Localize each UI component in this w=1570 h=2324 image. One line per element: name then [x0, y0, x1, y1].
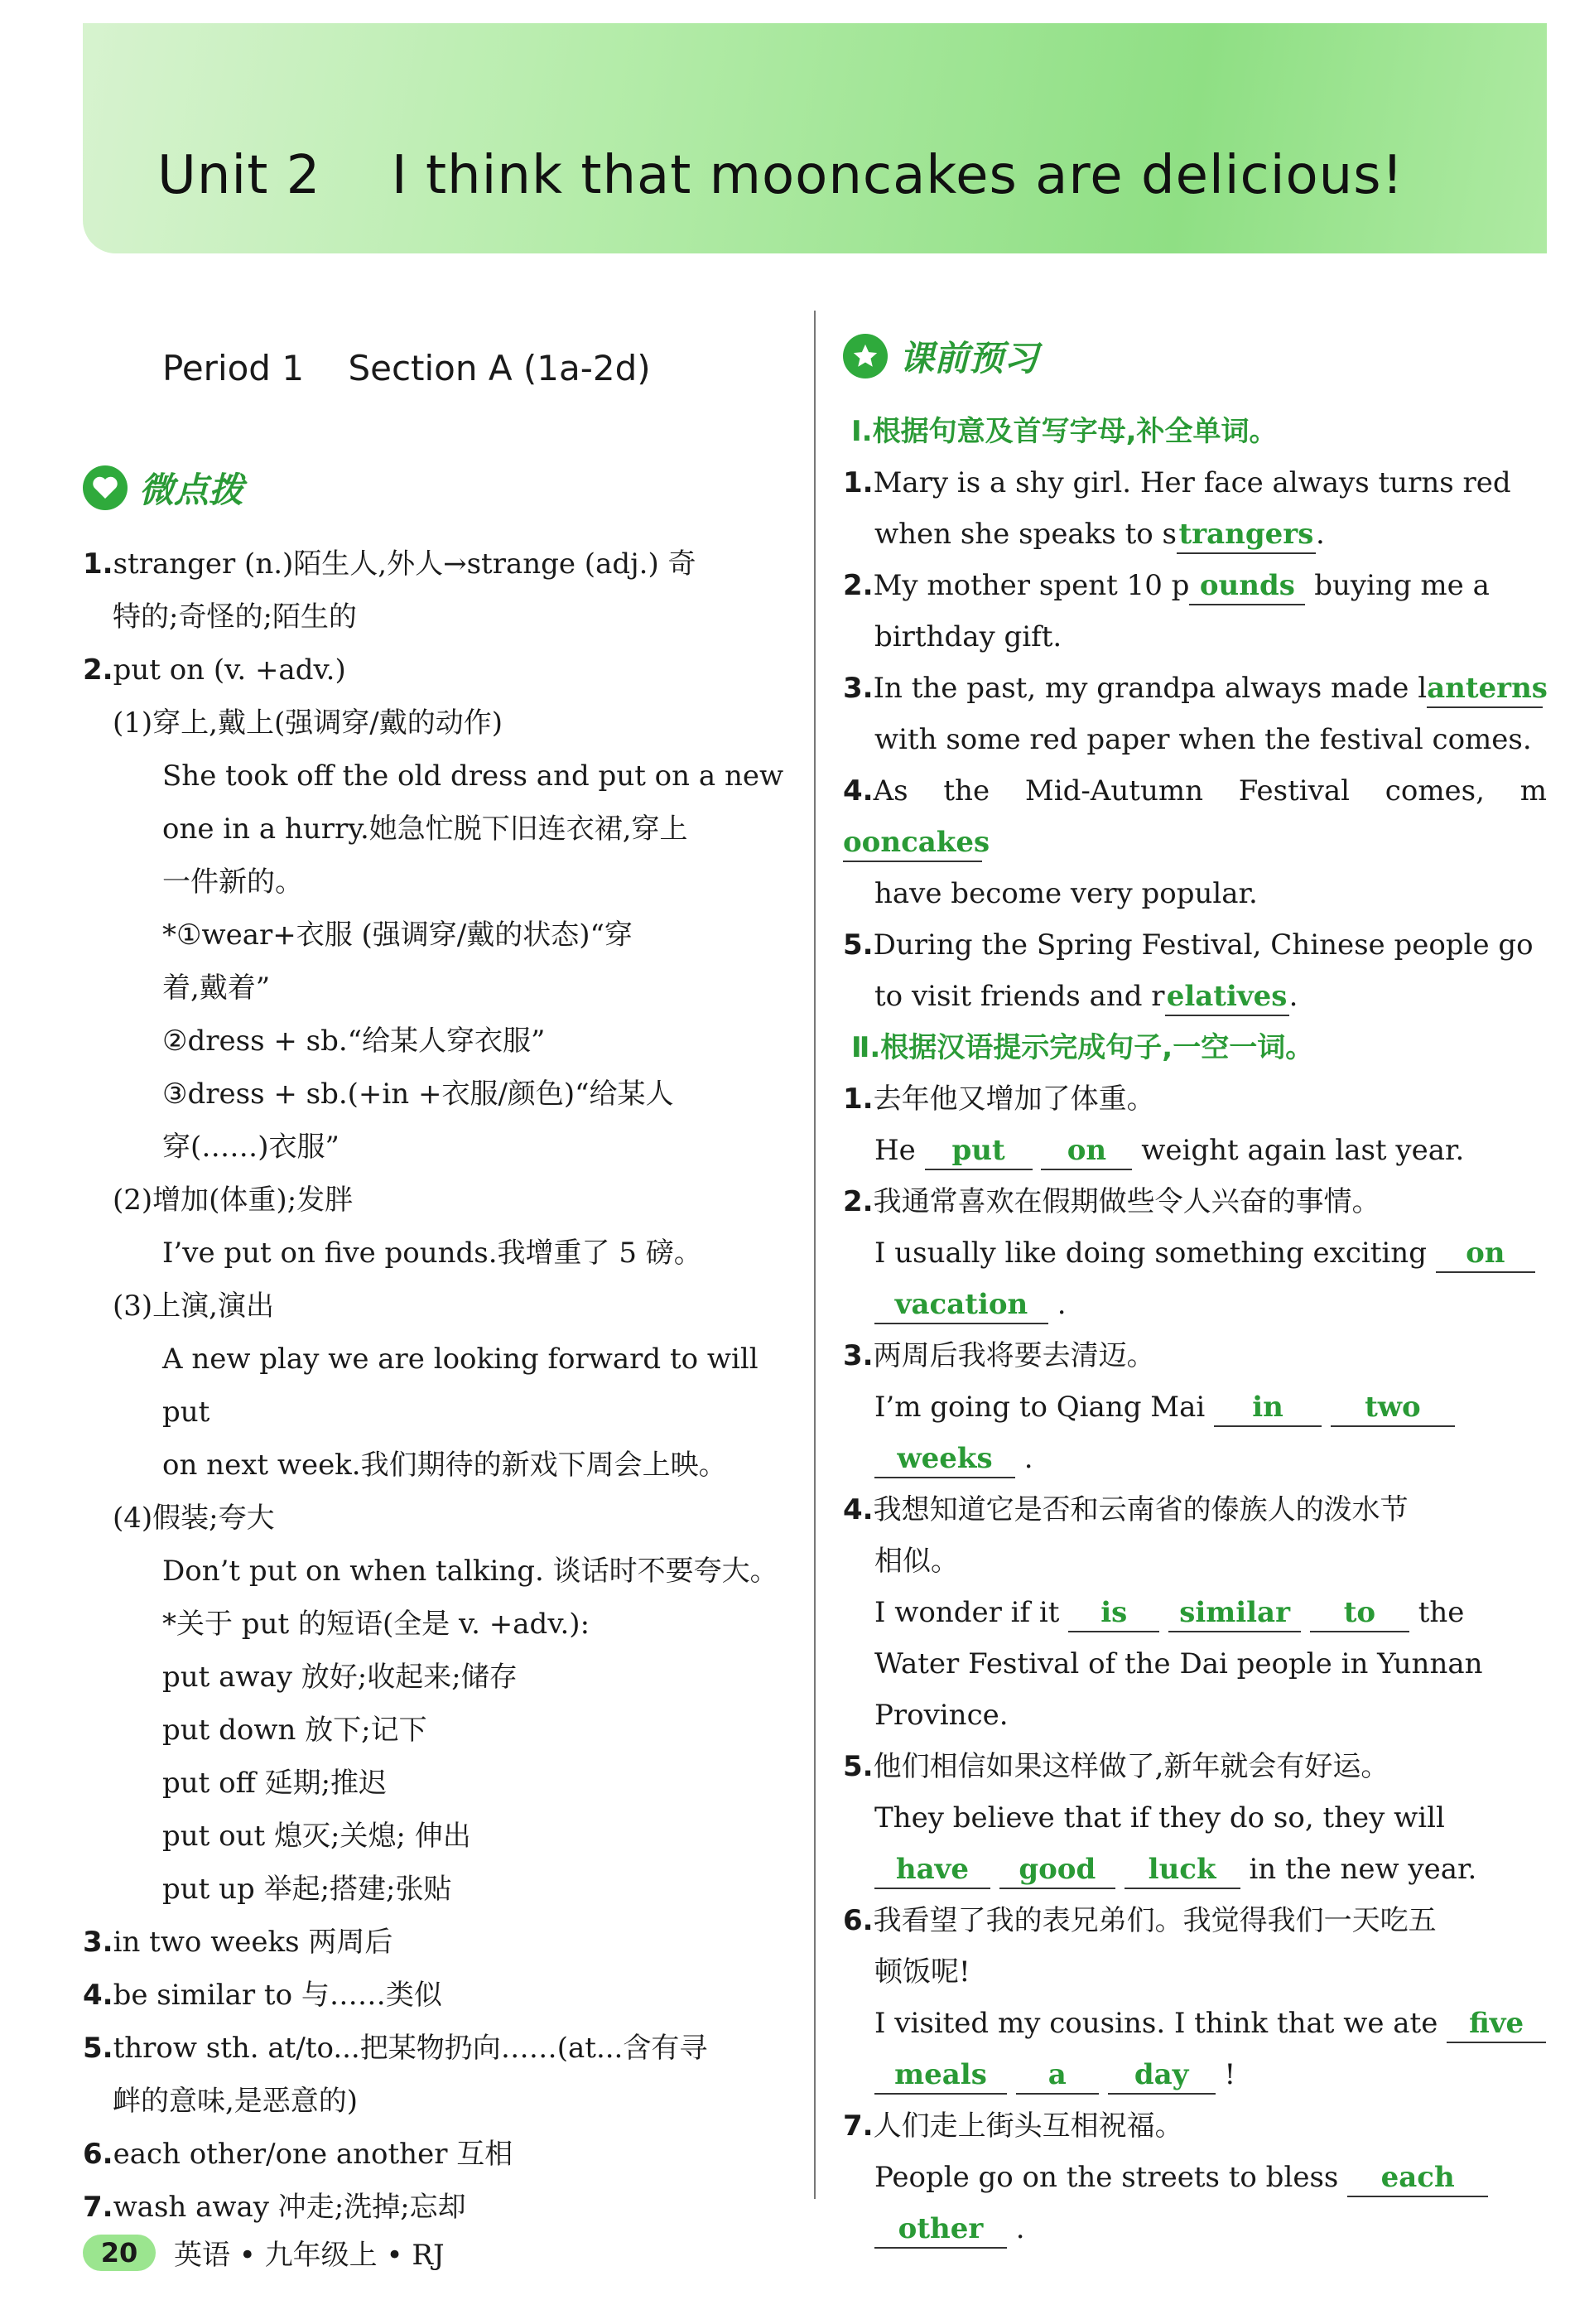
tip-line: put out 熄灭;关熄; 伸出 — [162, 1820, 471, 1853]
tip-line: 7.wash away 冲走;洗掉;忘却 — [83, 2191, 466, 2224]
part1-question: 1.Mary is a shy girl. Her face always turns red when she speaks to strangers. — [843, 457, 1547, 560]
part2-question: 3.两周后我将要去清迈。 I’m going to Qiang Mai in two weeks . — [843, 1330, 1547, 1484]
answer-blank: good — [999, 1851, 1115, 1889]
part2-question: 7.人们走上街头互相祝福。 People go on the streets to bless each other . — [843, 2100, 1547, 2254]
answer-blank: ounds — [1189, 567, 1305, 605]
tip-line: 3.in two weeks 两周后 — [83, 1926, 393, 1959]
answer-blank: two — [1331, 1389, 1455, 1427]
answer-blank: vacation — [874, 1286, 1048, 1324]
tip-line: 特的;奇怪的;陌生的 — [113, 600, 357, 634]
part2-title: Ⅱ.根据汉语提示完成句子,一空一词。 — [851, 1031, 1314, 1064]
heart-icon — [83, 465, 128, 510]
answer-blank: each — [1347, 2159, 1488, 2197]
tip-line: 衅的意味,是恶意的) — [113, 2085, 359, 2118]
answer-blank: similar — [1168, 1594, 1301, 1632]
page-number: 20 — [83, 2235, 156, 2271]
tip-line: 一件新的。 — [162, 865, 303, 899]
answer-blank: a — [1016, 2056, 1099, 2095]
left-column — [83, 348, 787, 2234]
page-footer — [83, 2232, 445, 2273]
answer-blank: on — [1041, 1132, 1132, 1170]
tip-line: (3)上演,演出 — [113, 1290, 274, 1323]
unit-title: Unit 2 I think that mooncakes are delicious! — [157, 145, 1404, 206]
answer-blank: five — [1447, 2005, 1546, 2043]
period-title: Period 1 Section A (1a-2d) — [162, 348, 651, 388]
tips-section-title: 微点拨 — [139, 470, 244, 510]
tip-line: on next week.我们期待的新戏下周会上映。 — [162, 1449, 727, 1482]
answer-blank: in — [1214, 1389, 1322, 1427]
tip-line: (1)穿上,戴上(强调穿/戴的动作) — [113, 706, 503, 740]
part1-question: 3.In the past, my grandpa always made lanterns with some red paper when the festival comes. — [843, 672, 1548, 756]
tip-line: 5.throw sth. at/to...把某物扔向……(at...含有寻 — [83, 2032, 708, 2065]
footer-subject: 英语 • 九年级上 • RJ — [174, 2239, 445, 2272]
answer-blank: luck — [1125, 1851, 1240, 1889]
tip-line: 1.stranger (n.)陌生人,外人→strange (adj.) 奇 — [83, 547, 696, 581]
answer-blank: trangers — [1177, 516, 1316, 554]
tip-line: *关于 put 的短语(全是 v. +adv.): — [162, 1608, 590, 1641]
answer-blank: day — [1108, 2056, 1216, 2095]
tip-line: 2.put on (v. +adv.) — [83, 653, 346, 687]
tip-line: Don’t put on when talking. 谈话时不要夸大。 — [162, 1555, 778, 1588]
tip-line: ③dress + sb.(+in +衣服/颜色)“给某人 — [162, 1078, 674, 1111]
tips-section-header — [83, 463, 787, 513]
part1-title: Ⅰ.根据句意及首写字母,补全单词。 — [851, 415, 1278, 448]
tip-line: I’ve put on five pounds.我增重了 5 磅。 — [162, 1237, 702, 1270]
column-divider — [814, 311, 816, 2199]
tip-line: *①wear+衣服 (强调穿/戴的状态)“穿 — [162, 919, 633, 952]
answer-blank: weeks — [874, 1440, 1015, 1478]
preview-section-title: 课前预习 — [899, 338, 1039, 378]
tip-line: 4.be similar to 与……类似 — [83, 1979, 442, 2012]
tip-line: one in a hurry.她急忙脱下旧连衣裙,穿上 — [162, 812, 688, 846]
part2-question: 4.我想知道它是否和云南省的傣族人的泼水节 相似。 I wonder if it is similar to the Water Festival of the Dai people in Yunnan Province. — [843, 1493, 1483, 1732]
tips-list — [83, 538, 787, 2234]
answer-blank: elatives — [1165, 978, 1289, 1016]
tip-line: A new play we are looking forward to will put — [162, 1343, 759, 1429]
tip-line: put away 放好;收起来;储存 — [162, 1661, 518, 1694]
answer-blank: anterns — [1427, 670, 1543, 708]
tip-line: 6.each other/one another 互相 — [83, 2138, 513, 2171]
part2-question: 1.去年他又增加了体重。 He put on weight again last year. — [843, 1073, 1547, 1176]
tip-line: ②dress + sb.“给某人穿衣服” — [162, 1025, 546, 1058]
answer-blank: ooncakes — [843, 824, 982, 862]
part1-question: 4.As the Mid-Autumn Festival comes, mooncakes have become very popular. — [843, 774, 1547, 910]
part2-question: 5.他们相信如果这样做了,新年就会有好运。 They believe that if they do so, they will have good luck in the new year. — [843, 1741, 1547, 1895]
part2-question: 6.我看望了我的表兄弟们。我觉得我们一天吃五 顿饭呢! I visited my cousins. I think that we ate five meals a day ! — [843, 1895, 1547, 2100]
answer-blank: other — [874, 2211, 1007, 2249]
header-band — [83, 23, 1547, 253]
answer-blank: meals — [874, 2056, 1007, 2095]
part1-question: 2.My mother spent 10 p ounds buying me a birthday gift. — [843, 569, 1490, 653]
tip-line: 穿(……)衣服” — [162, 1131, 340, 1164]
tip-line: (4)假装;夸大 — [113, 1502, 275, 1535]
preview-section-header — [843, 331, 1547, 381]
part2-question: 2.我通常喜欢在假期做些令人兴奋的事情。 I usually like doing something exciting on vacation . — [843, 1176, 1547, 1330]
tip-line: put down 放下;记下 — [162, 1714, 427, 1747]
part1-question: 5.During the Spring Festival, Chinese people go to visit friends and relatives. — [843, 919, 1547, 1022]
tip-line: (2)增加(体重);发胖 — [113, 1184, 354, 1217]
answer-blank: have — [874, 1851, 990, 1889]
star-icon — [843, 334, 888, 378]
answer-blank: on — [1436, 1235, 1535, 1273]
tip-line: put off 延期;推迟 — [162, 1767, 388, 1800]
answer-blank: put — [925, 1132, 1033, 1170]
answer-blank: is — [1068, 1594, 1159, 1632]
answer-blank: to — [1310, 1594, 1409, 1632]
tip-line: 着,戴着” — [162, 972, 271, 1005]
right-column — [843, 331, 1547, 2254]
tip-line: put up 举起;搭建;张贴 — [162, 1873, 452, 1906]
tip-line: She took off the old dress and put on a new — [162, 759, 784, 793]
